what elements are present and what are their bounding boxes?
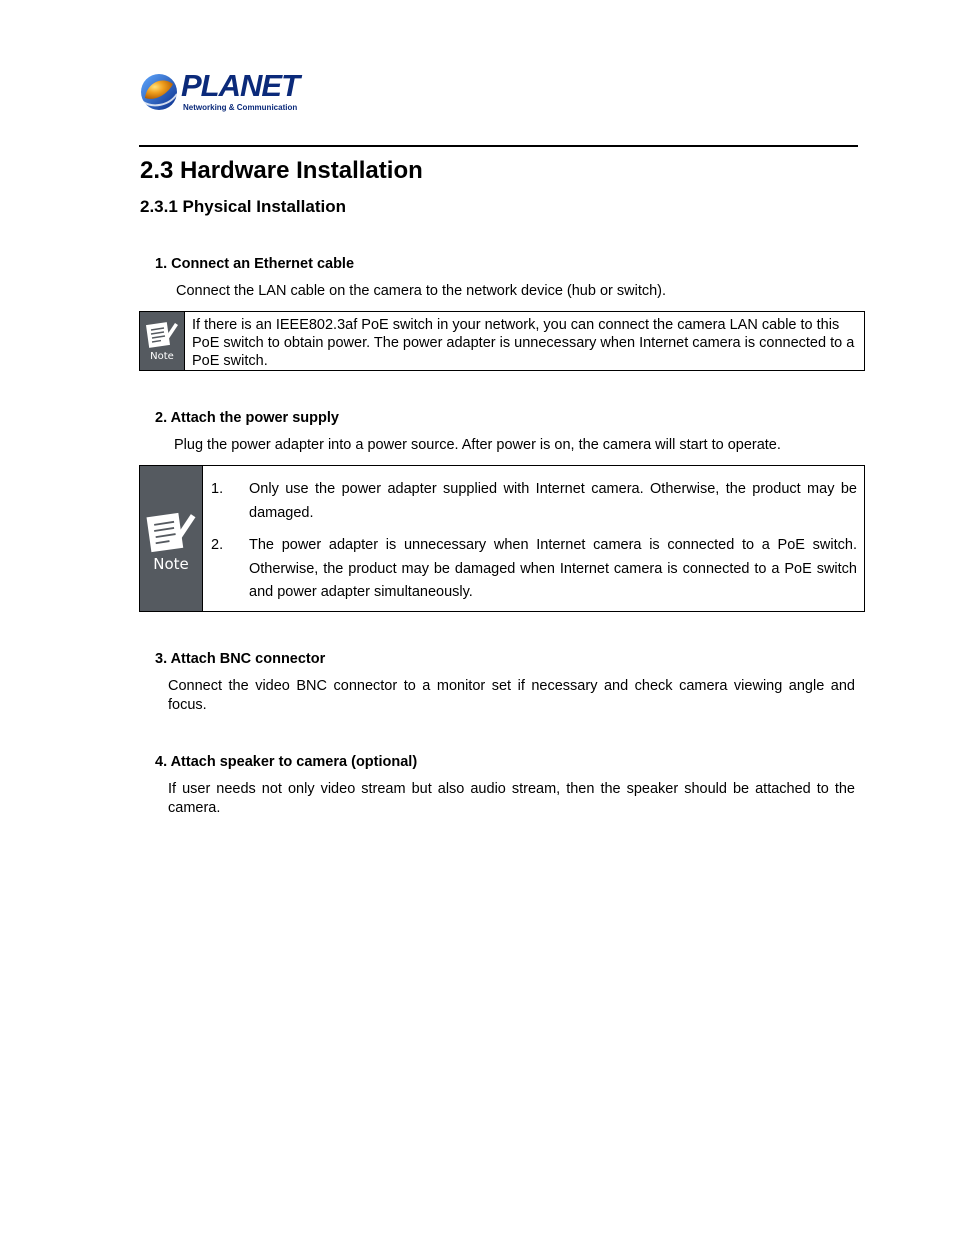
step-1-text: Connect the LAN cable on the camera to the network device (hub or switch).	[176, 283, 667, 299]
step-3-heading: 3. Attach BNC connector	[155, 651, 326, 667]
list-item-text: The power adapter is unnecessary when Internet camera is connected to a PoE switch. Otherwise, the product may be damaged when Internet camera is connected to a PoE switch and power adapter simultaneously.	[249, 537, 857, 600]
planet-logo	[139, 70, 299, 114]
step-1-heading: 1. Connect an Ethernet cable	[155, 256, 355, 272]
list-item-number: 2.	[211, 537, 224, 553]
logo-tagline: Networking & Communication	[183, 103, 298, 112]
header-rule	[139, 145, 858, 147]
globe-icon	[139, 72, 179, 112]
step-2-heading: 2. Attach the power supply	[155, 410, 339, 426]
step-4-text: If user needs not only video stream but also audio stream, then the speaker should be attached to the camera.	[168, 781, 855, 816]
note-box-2	[139, 465, 865, 612]
section-title: 2.3 Hardware Installation	[140, 157, 423, 184]
note-icon-cell	[140, 466, 203, 611]
note-label: Note	[153, 555, 189, 573]
list-item-text: Only use the power adapter supplied with Internet camera. Otherwise, the product may be damaged.	[249, 481, 857, 521]
list-item-number: 1.	[211, 481, 224, 497]
list-item	[211, 534, 857, 605]
logo-wordmark: PLANET	[181, 68, 299, 103]
step-3-text: Connect the video BNC connector to a monitor set if necessary and check camera viewing angle and focus.	[168, 678, 855, 713]
note-1-text: If there is an IEEE802.3af PoE switch in your network, you can connect the camera LAN cable to this PoE switch to obtain power. The power adapter is unnecessary when Internet camera is connected to a PoE switch.	[192, 317, 855, 369]
note-2-list	[211, 478, 857, 605]
list-item	[211, 478, 857, 525]
note-box-1	[139, 311, 865, 371]
note-label: Note	[150, 351, 174, 362]
note-pen-icon	[145, 319, 179, 349]
subsection-title: 2.3.1 Physical Installation	[140, 197, 346, 216]
note-2-content	[203, 466, 864, 611]
note-pen-icon	[145, 508, 197, 554]
step-2-text: Plug the power adapter into a power source. After power is on, the camera will start to operate.	[174, 437, 781, 453]
note-icon-cell	[140, 312, 185, 370]
step-4-heading: 4. Attach speaker to camera (optional)	[155, 754, 418, 770]
